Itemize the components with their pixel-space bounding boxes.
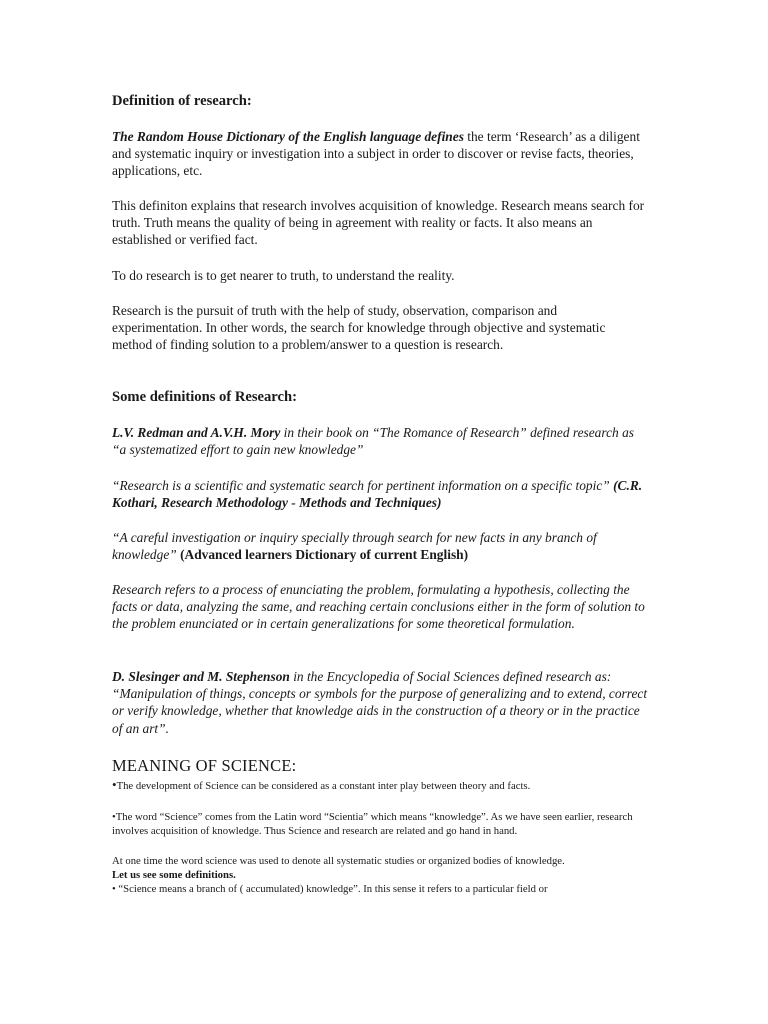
section-heading-meaning-of-science: MEANING OF SCIENCE: [112,756,297,775]
author-slesinger-stephenson: D. Slesinger and M. Stephenson [112,669,290,684]
bullet-mark: • [112,777,117,792]
definition-redman-mory [112,424,648,458]
paragraph-some-definitions: Let us see some definitions. [112,869,236,881]
source-kothari: (C.R. Kothari, Research Methodology - Methods and Techniques) [112,478,643,511]
definition-text: in the Encyclopedia of Social Sciences defined research as: “Manipulation of things, concepts or symbols for the purpose of generalizing and to extend, correct or verify knowledge, whether that knowledge aids in the construction of a theory or in the practice of an art”. [112,669,648,736]
paragraph-nearer-to-truth: To do research is to get nearer to truth, to understand the reality. [112,268,455,283]
paragraph-random-house [112,128,648,180]
paragraph-one-time: At one time the word science was used to denote all systematic studies or organized bodies of knowledge. [112,855,565,867]
paragraph-text: the term ‘Research’ as a diligent and systematic inquiry or investigation into a subject in order to discover or revise facts, theories, applications, etc. [112,129,640,179]
section-heading-definition: Definition of research: [112,93,252,109]
definition-text: in their book on “The Romance of Research” defined research as “a systematized effort to gain new knowledge” [112,425,634,458]
definition-text: “Research is a scientific and systematic search for pertinent information on a specific topic” [112,478,614,493]
definition-kothari [112,477,648,511]
source-advanced-learners: (Advanced learners Dictionary of current English) [180,547,469,563]
paragraph-definition-explains: This definiton explains that research involves acquisition of knowledge. Research means search for truth. Truth means the quality of being in agreement with reality or facts. It also means an established or verified fact. [112,198,645,248]
author-redman-mory: L.V. Redman and A.V.H. Mory [112,425,281,440]
source-random-house: The Random House Dictionary of the English language defines [112,129,464,144]
definition-advanced-learners [112,529,648,563]
section-heading-some-definitions: Some definitions of Research: [112,389,297,405]
bullet-word-science: •The word “Science” comes from the Latin word “Scientia” which means “knowledge”. As we have seen earlier, research involves acquisition of knowledge. Thus Science and research are related and go hand in hand. [112,811,633,837]
paragraph-pursuit-of-truth: Research is the pursuit of truth with the help of study, observation, comparison and experimentation. In other words, the search for knowledge through objective and systematic method of finding solution to a problem/answer to a question is research. [112,303,606,353]
definition-text: “A careful investigation or inquiry specially through search for new facts in any branch of knowledge” [112,530,597,563]
bullet-branch-of-knowledge: • “Science means a branch of ( accumulated) knowledge”. In this sense it refers to a particular field or [112,883,548,895]
bullet-text: The development of Science can be considered as a constant inter play between theory and facts. [116,780,531,792]
definition-process: Research refers to a process of enunciating the problem, formulating a hypothesis, collecting the facts or data, analyzing the same, and reaching certain conclusions either in the form of solution to the problem enunciated or in certain generalizations for some theoretical formulation. [112,582,645,632]
bullet-development-of-science [112,778,652,794]
definition-slesinger-stephenson [112,668,648,737]
